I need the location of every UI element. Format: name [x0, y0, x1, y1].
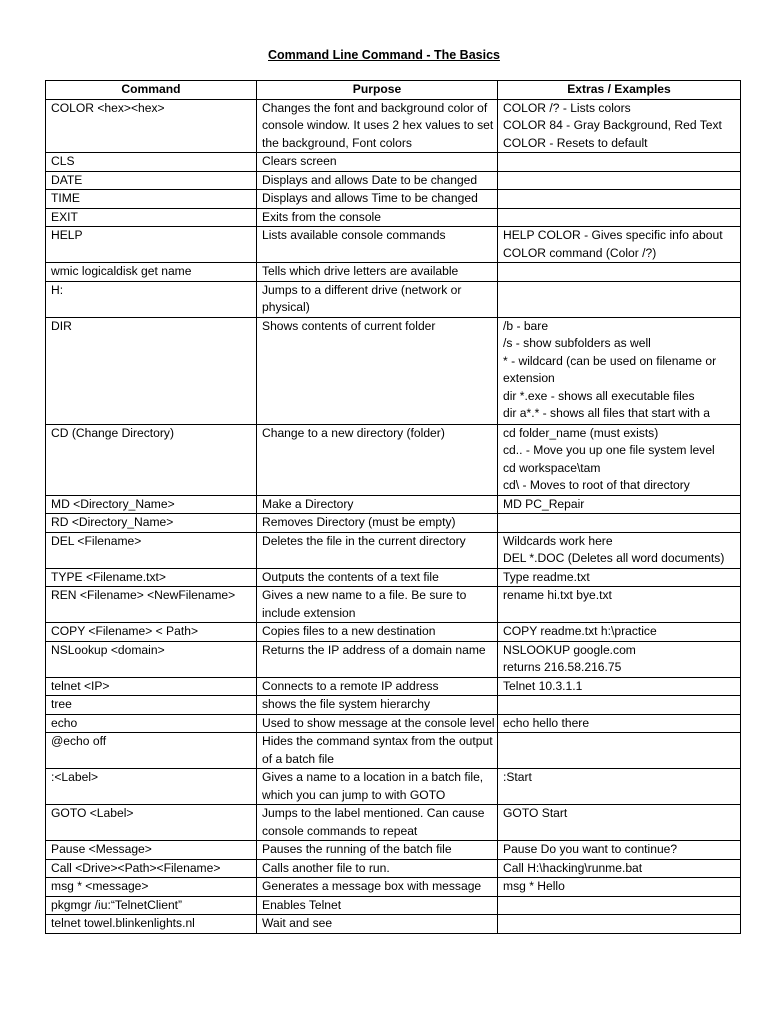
table-row: [46, 623, 741, 642]
extras-cell: [498, 733, 741, 769]
table-row: [46, 805, 741, 841]
table-row: [46, 171, 741, 190]
purpose-cell: Copies files to a new destination: [257, 623, 498, 642]
extras-text: /b - bare /s - show subfolders as well * - wildcard (can be used on filename or extension dir *.exe - shows all executable files dir a*.* - shows all files that start with a: [503, 318, 717, 420]
purpose-cell: Change to a new directory (folder): [257, 424, 498, 495]
table-row: [46, 263, 741, 282]
purpose-cell: Deletes the file in the current directory: [257, 532, 498, 568]
table-row: [46, 153, 741, 172]
extras-cell: echo hello there: [498, 714, 741, 733]
command-cell: CLS: [46, 153, 257, 172]
command-cell: tree: [46, 696, 257, 715]
table-row: [46, 915, 741, 934]
purpose-cell: Changes the font and background color of console window. It uses 2 hex values to set the background, Font colors: [257, 99, 498, 153]
extras-cell: Type readme.txt: [498, 568, 741, 587]
header-extras: Extras / Examples: [498, 81, 741, 100]
table-row: [46, 878, 741, 897]
table-row: [46, 99, 741, 153]
extras-cell: MD PC_Repair: [498, 495, 741, 514]
table-row: [46, 424, 741, 495]
command-cell: wmic logicaldisk get name: [46, 263, 257, 282]
command-cell: EXIT: [46, 208, 257, 227]
command-cell: NSLookup <domain>: [46, 641, 257, 677]
purpose-cell: Exits from the console: [257, 208, 498, 227]
extras-cell: [498, 208, 741, 227]
extras-cell: [498, 153, 741, 172]
command-cell: HELP: [46, 227, 257, 263]
document-title: Command Line Command - The Basics: [268, 48, 500, 62]
command-cell: REN <Filename> <NewFilename>: [46, 587, 257, 623]
extras-cell: :Start: [498, 769, 741, 805]
table-row: [46, 896, 741, 915]
purpose-cell: Enables Telnet: [257, 896, 498, 915]
command-cell: COLOR <hex><hex>: [46, 99, 257, 153]
header-purpose: Purpose: [257, 81, 498, 100]
extras-cell: Wildcards work here DEL *.DOC (Deletes all word documents): [498, 532, 741, 568]
purpose-cell: Pauses the running of the batch file: [257, 841, 498, 860]
table-row: [46, 641, 741, 677]
command-cell: GOTO <Label>: [46, 805, 257, 841]
table-row: [46, 568, 741, 587]
purpose-cell: Displays and allows Date to be changed: [257, 171, 498, 190]
extras-cell: [498, 696, 741, 715]
command-cell: DIR: [46, 317, 257, 424]
purpose-cell: Generates a message box with message: [257, 878, 498, 897]
purpose-cell: Removes Directory (must be empty): [257, 514, 498, 533]
command-cell: pkgmgr /iu:“TelnetClient”: [46, 896, 257, 915]
extras-cell: GOTO Start: [498, 805, 741, 841]
command-cell: CD (Change Directory): [46, 424, 257, 495]
table-row: [46, 532, 741, 568]
purpose-cell: Jumps to a different drive (network or physical): [257, 281, 498, 317]
extras-cell: msg * Hello: [498, 878, 741, 897]
table-row: [46, 190, 741, 209]
table-row: [46, 714, 741, 733]
purpose-cell: Used to show message at the console level: [257, 714, 498, 733]
extras-cell: HELP COLOR - Gives specific info about COLOR command (Color /?): [498, 227, 741, 263]
extras-cell: [498, 281, 741, 317]
table-body: [46, 99, 741, 933]
extras-cell: Telnet 10.3.1.1: [498, 677, 741, 696]
table-row: [46, 769, 741, 805]
extras-cell: [498, 514, 741, 533]
table-row: [46, 208, 741, 227]
purpose-cell: Gives a new name to a file. Be sure to include extension: [257, 587, 498, 623]
table-row: [46, 514, 741, 533]
extras-cell: [498, 171, 741, 190]
extras-cell: [498, 896, 741, 915]
extras-cell: Pause Do you want to continue?: [498, 841, 741, 860]
extras-cell: [498, 190, 741, 209]
table-header-row: [46, 81, 741, 100]
purpose-cell: Outputs the contents of a text file: [257, 568, 498, 587]
command-cell: MD <Directory_Name>: [46, 495, 257, 514]
table-row: [46, 281, 741, 317]
extras-cell: rename hi.txt bye.txt: [498, 587, 741, 623]
purpose-cell: Lists available console commands: [257, 227, 498, 263]
table-row: [46, 696, 741, 715]
extras-cell: COLOR /? - Lists colors COLOR 84 - Gray Background, Red Text COLOR - Resets to default: [498, 99, 741, 153]
purpose-cell: Shows contents of current folder: [257, 317, 498, 424]
command-cell: COPY <Filename> < Path>: [46, 623, 257, 642]
purpose-cell: Make a Directory: [257, 495, 498, 514]
table-row: [46, 227, 741, 263]
command-cell: RD <Directory_Name>: [46, 514, 257, 533]
table-row: [46, 495, 741, 514]
table-row: [46, 587, 741, 623]
extras-cell: cd folder_name (must exists) cd.. - Move you up one file system level cd workspace\tam cd\ - Moves to root of that directory: [498, 424, 741, 495]
purpose-cell: Jumps to the label mentioned. Can cause console commands to repeat: [257, 805, 498, 841]
purpose-cell: Clears screen: [257, 153, 498, 172]
extras-cell: [498, 263, 741, 282]
extras-cell: [498, 915, 741, 934]
extras-cell: [498, 317, 741, 424]
table-row: [46, 317, 741, 424]
extras-cell: NSLOOKUP google.com returns 216.58.216.75: [498, 641, 741, 677]
command-cell: DEL <Filename>: [46, 532, 257, 568]
command-cell: H:: [46, 281, 257, 317]
purpose-cell: Tells which drive letters are available: [257, 263, 498, 282]
purpose-cell: shows the file system hierarchy: [257, 696, 498, 715]
command-cell: echo: [46, 714, 257, 733]
purpose-cell: Returns the IP address of a domain name: [257, 641, 498, 677]
commands-table: [45, 80, 741, 934]
command-cell: telnet towel.blinkenlights.nl: [46, 915, 257, 934]
command-cell: Pause <Message>: [46, 841, 257, 860]
header-command: Command: [46, 81, 257, 100]
purpose-cell: Displays and allows Time to be changed: [257, 190, 498, 209]
table-row: [46, 677, 741, 696]
command-cell: DATE: [46, 171, 257, 190]
extras-cell: COPY readme.txt h:\practice: [498, 623, 741, 642]
purpose-cell: Gives a name to a location in a batch file, which you can jump to with GOTO: [257, 769, 498, 805]
purpose-cell: Calls another file to run.: [257, 859, 498, 878]
extras-cell: Call H:\hacking\runme.bat: [498, 859, 741, 878]
table-row: [46, 733, 741, 769]
purpose-cell: Wait and see: [257, 915, 498, 934]
command-cell: TYPE <Filename.txt>: [46, 568, 257, 587]
command-cell: :<Label>: [46, 769, 257, 805]
table-row: [46, 859, 741, 878]
purpose-cell: Hides the command syntax from the output of a batch file: [257, 733, 498, 769]
purpose-cell: Connects to a remote IP address: [257, 677, 498, 696]
command-cell: TIME: [46, 190, 257, 209]
command-cell: telnet <IP>: [46, 677, 257, 696]
command-cell: @echo off: [46, 733, 257, 769]
table-row: [46, 841, 741, 860]
command-cell: Call <Drive><Path><Filename>: [46, 859, 257, 878]
command-cell: msg * <message>: [46, 878, 257, 897]
